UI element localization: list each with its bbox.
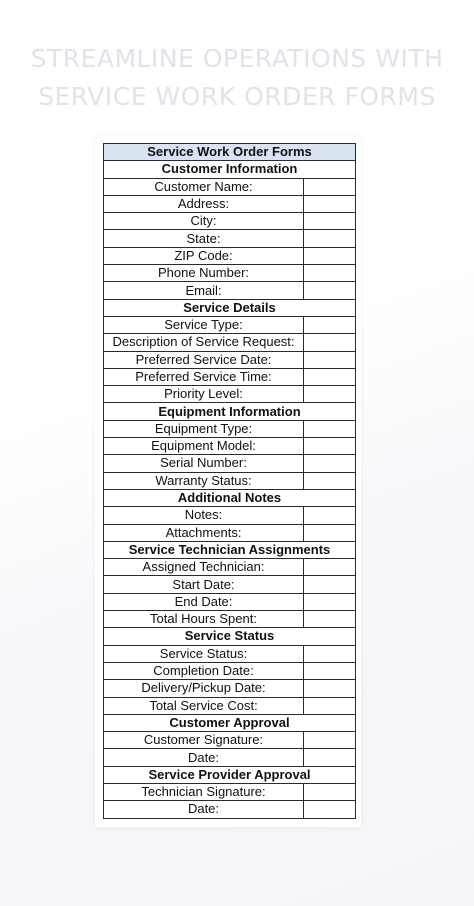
section-title: Service Details xyxy=(104,299,356,316)
field-row xyxy=(104,282,356,299)
field-label: Email: xyxy=(104,282,304,299)
field-value-cell[interactable] xyxy=(304,178,356,195)
field-label: Customer Signature: xyxy=(104,732,304,749)
field-label: Technician Signature: xyxy=(104,783,304,800)
section-row xyxy=(104,628,356,645)
field-row xyxy=(104,178,356,195)
field-label: End Date: xyxy=(104,593,304,610)
section-row xyxy=(104,714,356,731)
field-value-cell[interactable] xyxy=(304,368,356,385)
field-row xyxy=(104,265,356,282)
field-row xyxy=(104,316,356,333)
field-label: Equipment Model: xyxy=(104,438,304,455)
field-row xyxy=(104,645,356,662)
field-label: Completion Date: xyxy=(104,662,304,679)
field-label: ZIP Code: xyxy=(104,247,304,264)
field-row xyxy=(104,662,356,679)
field-row xyxy=(104,576,356,593)
heading-line-1: STREAMLINE OPERATIONS WITH xyxy=(30,44,444,73)
field-label: Start Date: xyxy=(104,576,304,593)
field-row xyxy=(104,455,356,472)
field-row xyxy=(104,680,356,697)
field-value-cell[interactable] xyxy=(304,438,356,455)
field-label: Service Type: xyxy=(104,316,304,333)
field-label: Phone Number: xyxy=(104,265,304,282)
field-value-cell[interactable] xyxy=(304,455,356,472)
field-value-cell[interactable] xyxy=(304,783,356,800)
field-label: Delivery/Pickup Date: xyxy=(104,680,304,697)
field-row xyxy=(104,213,356,230)
section-row xyxy=(104,299,356,316)
field-value-cell[interactable] xyxy=(304,576,356,593)
field-value-cell[interactable] xyxy=(304,230,356,247)
field-value-cell[interactable] xyxy=(304,732,356,749)
section-title: Service Technician Assignments xyxy=(104,541,356,558)
section-row xyxy=(104,766,356,783)
field-row xyxy=(104,334,356,351)
field-value-cell[interactable] xyxy=(304,680,356,697)
field-value-cell[interactable] xyxy=(304,334,356,351)
field-label: Assigned Technician: xyxy=(104,559,304,576)
field-row xyxy=(104,559,356,576)
field-value-cell[interactable] xyxy=(304,593,356,610)
field-label: Service Status: xyxy=(104,645,304,662)
field-row xyxy=(104,593,356,610)
field-row xyxy=(104,749,356,766)
heading-line-2: SERVICE WORK ORDER FORMS xyxy=(38,82,436,111)
field-value-cell[interactable] xyxy=(304,662,356,679)
field-label: Date: xyxy=(104,801,304,818)
field-label: Equipment Type: xyxy=(104,420,304,437)
form-title: Service Work Order Forms xyxy=(104,144,356,161)
field-label: Priority Level: xyxy=(104,386,304,403)
field-row xyxy=(104,230,356,247)
field-value-cell[interactable] xyxy=(304,386,356,403)
field-row xyxy=(104,438,356,455)
field-row xyxy=(104,801,356,818)
section-row xyxy=(104,161,356,178)
field-value-cell[interactable] xyxy=(304,801,356,818)
field-value-cell[interactable] xyxy=(304,645,356,662)
field-label: Total Hours Spent: xyxy=(104,611,304,628)
section-title: Customer Information xyxy=(104,161,356,178)
field-label: City: xyxy=(104,213,304,230)
field-value-cell[interactable] xyxy=(304,351,356,368)
section-title: Service Status xyxy=(104,628,356,645)
field-value-cell[interactable] xyxy=(304,282,356,299)
field-label: Preferred Service Date: xyxy=(104,351,304,368)
field-label: Description of Service Request: xyxy=(104,334,304,351)
field-value-cell[interactable] xyxy=(304,316,356,333)
field-row xyxy=(104,386,356,403)
section-row xyxy=(104,489,356,506)
field-row xyxy=(104,247,356,264)
field-value-cell[interactable] xyxy=(304,559,356,576)
field-label: Warranty Status: xyxy=(104,472,304,489)
field-value-cell[interactable] xyxy=(304,697,356,714)
section-title: Service Provider Approval xyxy=(104,766,356,783)
field-value-cell[interactable] xyxy=(304,247,356,264)
field-row xyxy=(104,783,356,800)
field-value-cell[interactable] xyxy=(304,420,356,437)
field-row xyxy=(104,195,356,212)
field-label: Total Service Cost: xyxy=(104,697,304,714)
work-order-table-body xyxy=(104,144,356,819)
field-row xyxy=(104,611,356,628)
field-label: Customer Name: xyxy=(104,178,304,195)
field-label: State: xyxy=(104,230,304,247)
field-row xyxy=(104,368,356,385)
field-value-cell[interactable] xyxy=(304,524,356,541)
field-row xyxy=(104,420,356,437)
field-row xyxy=(104,472,356,489)
field-value-cell[interactable] xyxy=(304,611,356,628)
section-row xyxy=(104,403,356,420)
field-row xyxy=(104,732,356,749)
field-label: Address: xyxy=(104,195,304,212)
section-title: Additional Notes xyxy=(104,489,356,506)
field-value-cell[interactable] xyxy=(304,195,356,212)
field-label: Date: xyxy=(104,749,304,766)
field-row xyxy=(104,524,356,541)
field-value-cell[interactable] xyxy=(304,265,356,282)
field-label: Attachments: xyxy=(104,524,304,541)
work-order-table xyxy=(103,143,356,819)
section-title: Equipment Information xyxy=(104,403,356,420)
field-row xyxy=(104,697,356,714)
field-label: Notes: xyxy=(104,507,304,524)
field-label: Serial Number: xyxy=(104,455,304,472)
field-row xyxy=(104,507,356,524)
field-row xyxy=(104,351,356,368)
section-row xyxy=(104,541,356,558)
section-title: Customer Approval xyxy=(104,714,356,731)
page-heading xyxy=(0,40,474,116)
field-value-cell[interactable] xyxy=(304,507,356,524)
form-title-row xyxy=(104,144,356,161)
field-value-cell[interactable] xyxy=(304,472,356,489)
field-value-cell[interactable] xyxy=(304,749,356,766)
field-label: Preferred Service Time: xyxy=(104,368,304,385)
field-value-cell[interactable] xyxy=(304,213,356,230)
